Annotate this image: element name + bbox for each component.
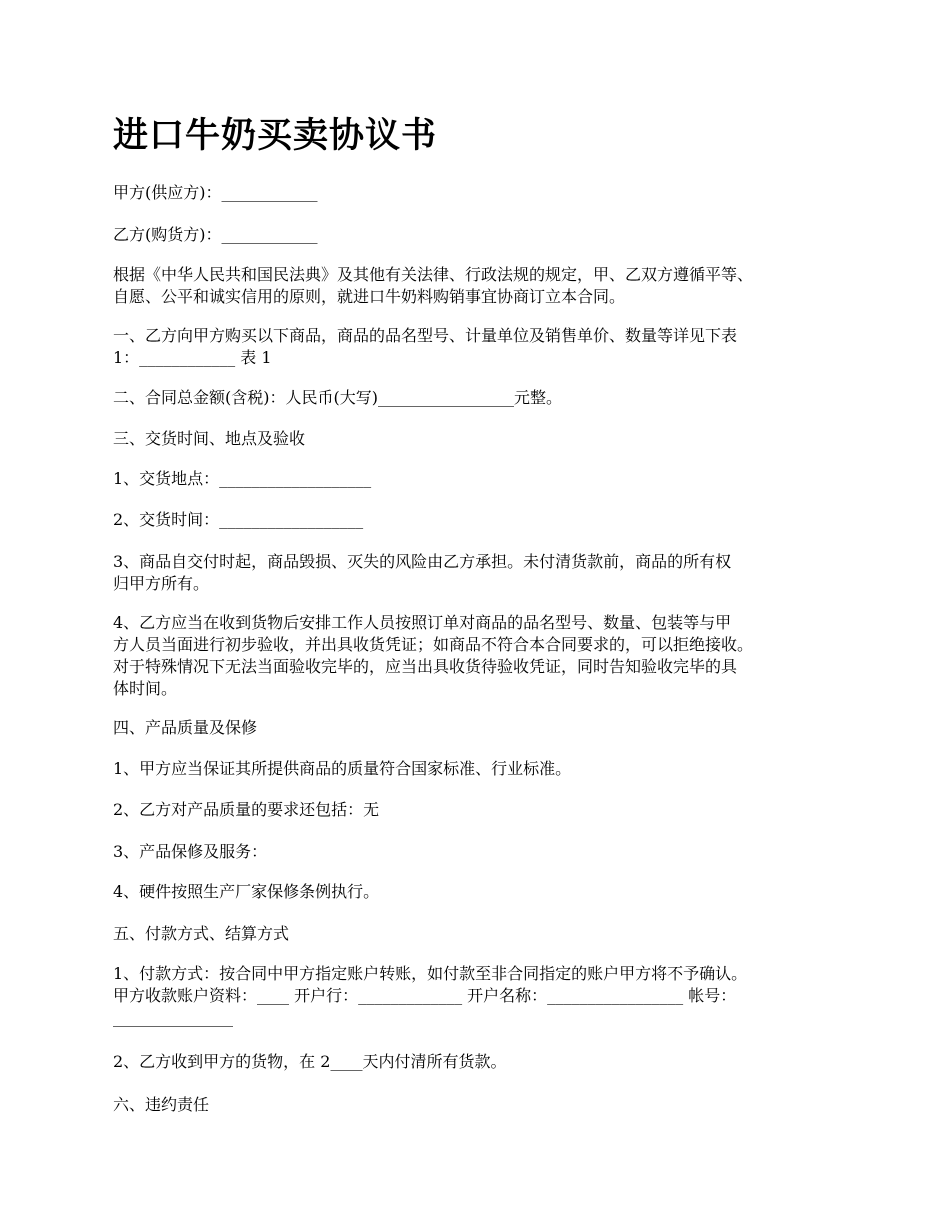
section-heading-6 [113,1094,853,1116]
text-line: 六、违约责任 [113,1095,210,1114]
document-title: 进口牛奶买卖协议书 [113,116,438,156]
warranty-service-line [113,841,853,863]
text-line: 归甲方所有。 [113,574,210,593]
text-line: 对于特殊情况下无法当面验收完毕的，应当出具收货待验收凭证，同时告知验收完毕的具 [113,657,738,676]
clause-1-paragraph [113,325,853,369]
section-heading-3 [113,428,853,450]
text-line: 三、交货时间、地点及验收 [113,429,306,448]
delivery-time-line [113,509,853,531]
text-line: 甲方(供应方)：____________ [113,183,318,202]
section-heading-4 [113,717,853,739]
text-line: 自愿、公平和诚实信用的原则，就进口牛奶料购销事宜协商订立本合同。 [113,287,626,306]
party-b-line [113,224,853,246]
text-line: 体时间。 [113,679,178,698]
inspection-paragraph [113,612,853,700]
text-line: 一、乙方向甲方购买以下商品，商品的品名型号、计量单位及销售单价、数量等详见下表 [113,326,738,345]
text-line: 1、甲方应当保证其所提供商品的质量符合国家标准、行业标准。 [113,759,572,778]
text-line: 3、商品自交付时起，商品毁损、灭失的风险由乙方承担。未付清货款前，商品的所有权 [113,552,732,571]
preamble-paragraph [113,264,853,308]
party-a-line [113,182,853,204]
risk-transfer-paragraph [113,551,853,595]
text-line: 2、交货时间：__________________ [113,510,364,529]
text-line: 3、产品保修及服务： [113,842,268,861]
text-line: 五、付款方式、结算方式 [113,924,290,943]
quality-standard-line [113,758,853,780]
text-line: 4、硬件按照生产厂家保修条例执行。 [113,882,380,901]
quality-requirement-line [113,799,853,821]
text-line: 1、交货地点：___________________ [113,469,372,488]
text-line: 方人员当面进行初步验收，并出具收货凭证；如商品不符合本合同要求的，可以拒绝接收。 [113,635,754,654]
clause-2-total-amount [113,387,853,409]
text-line: 四、产品质量及保修 [113,718,258,737]
text-line: 根据《中华人民共和国民法典》及其他有关法律、行政法规的规定，甲、乙双方遵循平等、 [113,265,754,284]
hardware-warranty-line [113,881,853,903]
text-line: 2、乙方收到甲方的货物，在 2____天内付清所有货款。 [113,1052,507,1071]
text-line: 二、合同总金额(含税)：人民币(大写)_________________元整。 [113,388,562,407]
section-heading-5 [113,923,853,945]
text-line: 1：____________ 表 1 [113,348,272,367]
text-line: _______________ [113,1008,233,1027]
text-line: 乙方(购货方)：____________ [113,225,318,244]
text-line: 4、乙方应当在收到货物后安排工作人员按照订单对商品的品名型号、数量、包装等与甲 [113,613,732,632]
payment-deadline-line [113,1051,853,1073]
payment-method-paragraph [113,963,853,1029]
text-line: 2、乙方对产品质量的要求还包括：无 [113,800,380,819]
text-line: 1、付款方式：按合同中甲方指定账户转账，如付款至非合同指定的账户甲方将不予确认。 [113,964,748,983]
delivery-location-line [113,468,853,490]
text-line: 甲方收款账户资料：____ 开户行：_____________ 开户名称：_________________ 帐号： [113,986,737,1005]
